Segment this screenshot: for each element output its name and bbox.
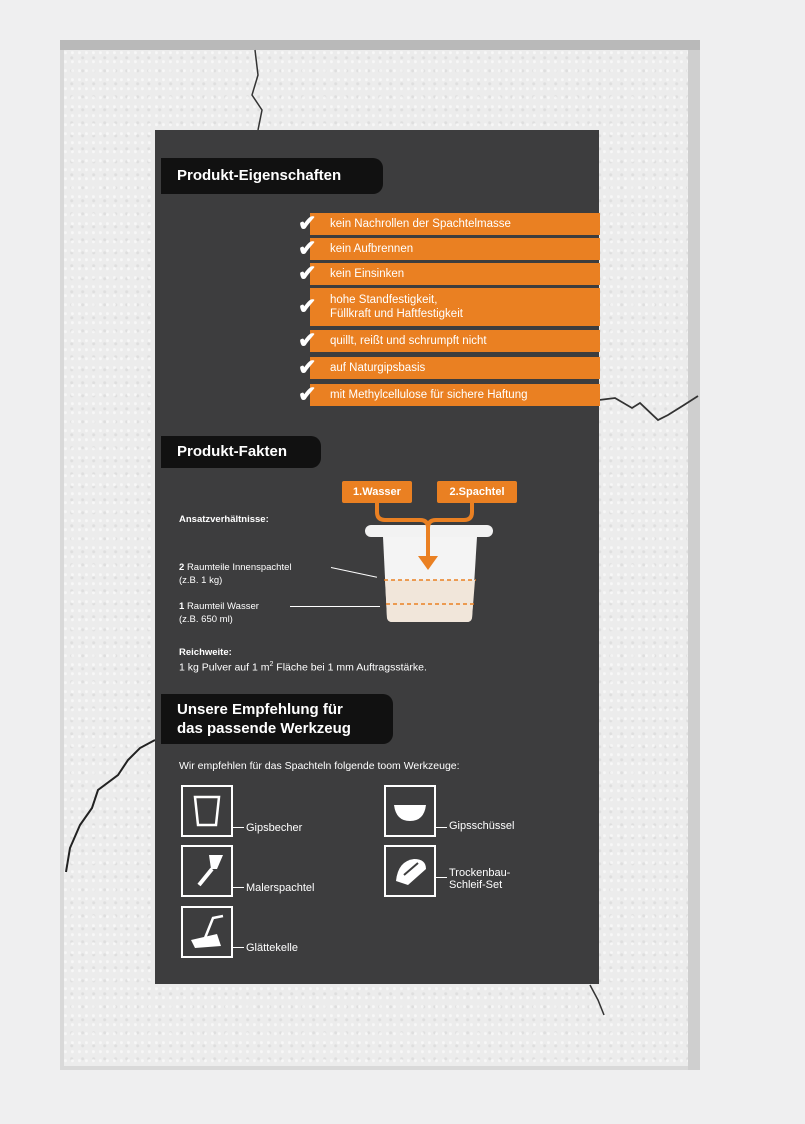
feature-item <box>298 235 600 261</box>
tool-connector <box>434 827 447 828</box>
feature-text: kein Einsinken <box>330 268 405 280</box>
step-wasser-tag: 1.Wasser <box>342 481 412 503</box>
eigenschaften-heading: Produkt-Eigenschaften <box>161 158 383 194</box>
ansatz-label: Ansatzverhältnisse: <box>179 514 269 525</box>
step-spachtel-tag: 2.Spachtel <box>437 481 517 503</box>
tool-label-glaettekelle: Glättekelle <box>246 942 298 954</box>
part-wasser-example: (z.B. 650 ml) <box>179 614 233 625</box>
check-icon: ✔ <box>298 210 317 236</box>
tool-connector <box>231 887 244 888</box>
schleif-set-icon <box>384 845 436 897</box>
feature-text: mit Methylcellulose für sichere Haftung <box>330 389 528 401</box>
feature-text: auf Naturgipsbasis <box>330 362 426 374</box>
part-spachtel: 2 Raumteile Innenspachtel <box>179 562 292 573</box>
reichweite-label: Reichweite: <box>179 647 232 658</box>
feature-text: kein Nachrollen der Spachtelmasse <box>330 218 511 230</box>
check-icon: ✔ <box>298 293 317 319</box>
part-spachtel-example: (z.B. 1 kg) <box>179 575 223 586</box>
empfehlung-intro: Wir empfehlen für das Spachteln folgende toom Werkzeuge: <box>179 760 460 772</box>
feature-item <box>298 327 600 353</box>
tool-connector <box>434 877 447 878</box>
feature-item <box>298 260 600 286</box>
tool-label-gipsschuessel: Gipsschüssel <box>449 820 515 832</box>
feature-item <box>298 210 600 236</box>
feature-item <box>298 354 600 380</box>
check-icon: ✔ <box>298 381 317 407</box>
gipsschuessel-icon <box>384 785 436 837</box>
feature-item <box>298 288 600 326</box>
glaettekelle-icon <box>181 906 233 958</box>
pointer-line-wasser <box>290 606 380 607</box>
tool-connector <box>231 947 244 948</box>
tool-label-schleif-set: Trockenbau- Schleif-Set <box>449 867 511 891</box>
feature-text: quillt, reißt und schrumpft nicht <box>330 335 487 347</box>
check-icon: ✔ <box>298 327 317 353</box>
check-icon: ✔ <box>298 260 317 286</box>
feature-text: hohe Standfestigkeit, Füllkraft und Haftfestigkeit <box>330 294 463 320</box>
tool-connector <box>231 827 244 828</box>
tool-label-malerspachtel: Malerspachtel <box>246 882 315 894</box>
empfehlung-title-line2: das passende Werkzeug <box>177 720 351 737</box>
fakten-heading: Produkt-Fakten <box>161 436 321 468</box>
tool-label-gipsbecher: Gipsbecher <box>246 822 303 834</box>
feature-text: kein Aufbrennen <box>330 243 414 255</box>
malerspachtel-icon <box>181 845 233 897</box>
mixing-bucket-illustration <box>340 500 520 630</box>
reichweite-text: 1 kg Pulver auf 1 $m^2$ Fläche bei 1 mm Auftragsstärke. <box>179 661 427 674</box>
gipsbecher-icon <box>181 785 233 837</box>
check-icon: ✔ <box>298 354 317 380</box>
empfehlung-title-line1: Unsere Empfehlung für <box>177 701 343 718</box>
feature-item <box>298 381 600 407</box>
empfehlung-heading <box>161 694 393 744</box>
check-icon: ✔ <box>298 235 317 261</box>
part-wasser: 1 Raumteil Wasser <box>179 601 259 612</box>
